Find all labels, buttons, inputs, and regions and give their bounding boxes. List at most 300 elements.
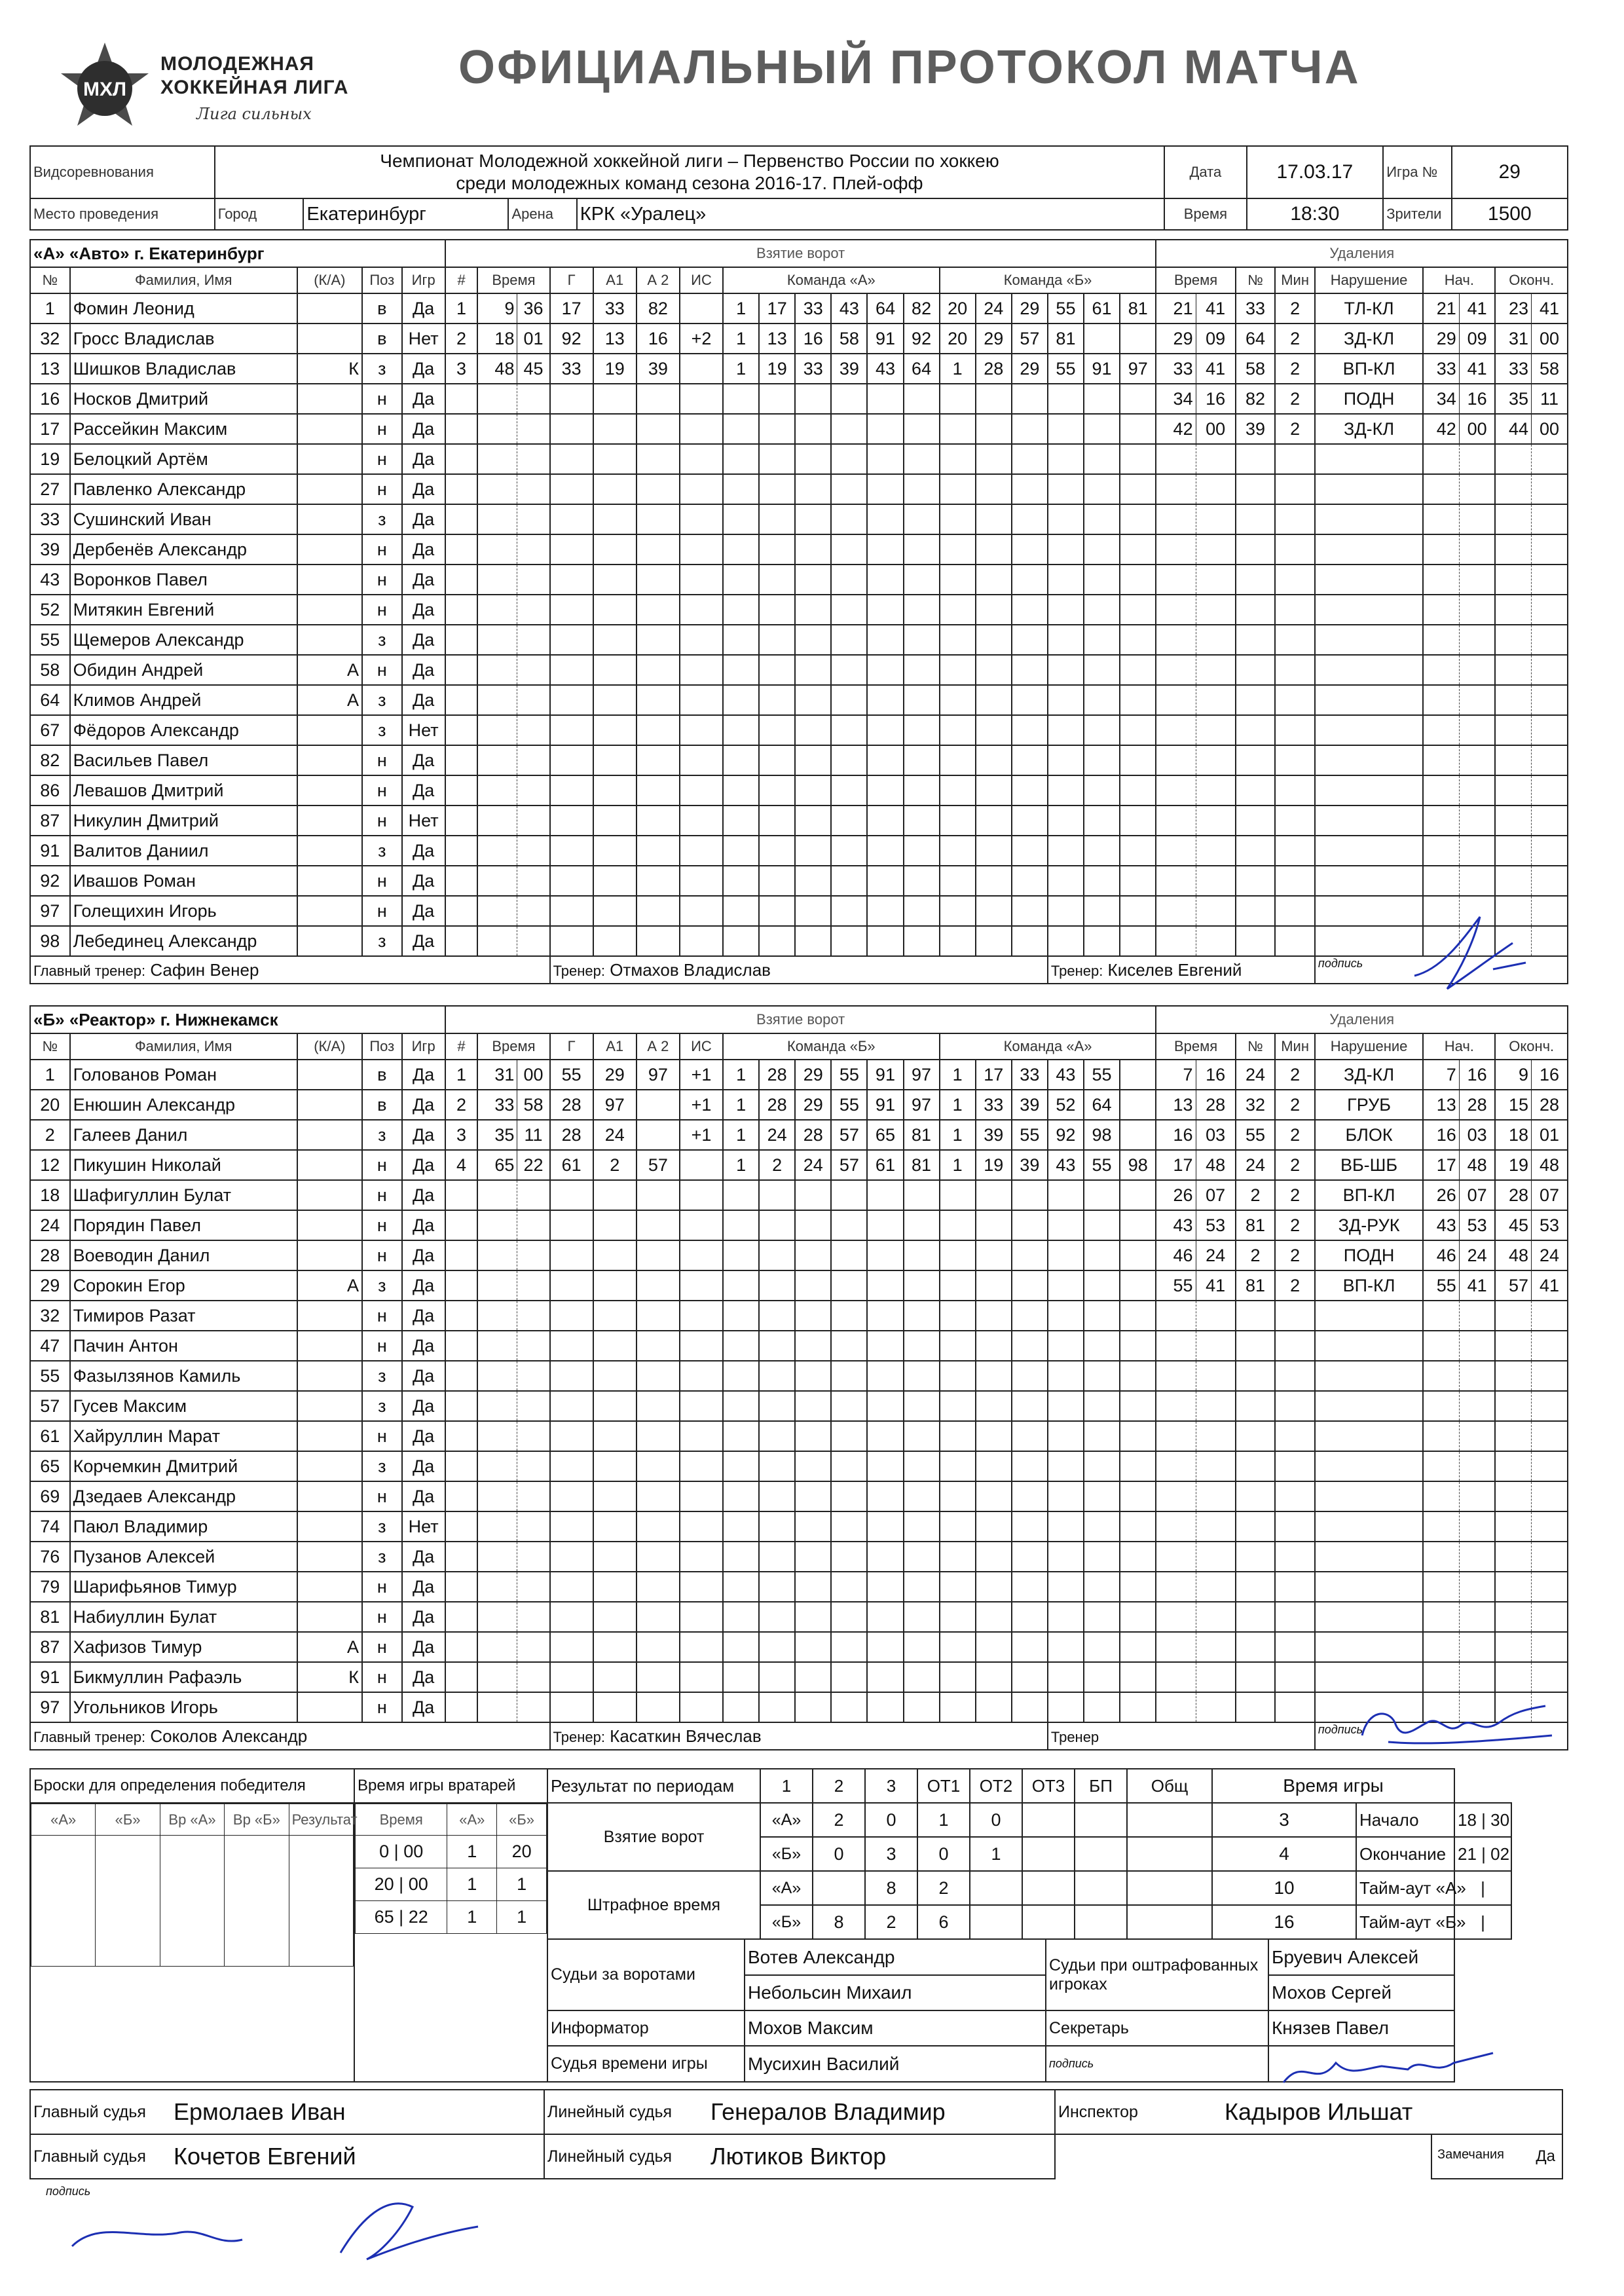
minus-player [1120, 324, 1156, 354]
table-row [30, 1662, 1568, 1692]
table-row [30, 775, 1568, 805]
logo-text: МХЛ [83, 79, 127, 100]
player-name: Сушинский Иван [70, 504, 297, 534]
coach [550, 956, 1048, 984]
player-role [297, 293, 362, 324]
shootout-col: Вр «А» [160, 1804, 224, 1836]
table-row [30, 324, 1568, 354]
table-row [30, 595, 1568, 625]
penalty-end-sec: 24 [1531, 1240, 1568, 1270]
table-row [30, 565, 1568, 595]
player-number: 81 [30, 1602, 70, 1632]
player-position: н [362, 1602, 402, 1632]
goal-minute: 18 [477, 324, 517, 354]
player-played: Да [402, 655, 445, 685]
head-coach [30, 1722, 550, 1750]
plus-player: 33 [795, 354, 831, 384]
secretary: Князев Павел [1268, 2010, 1454, 2046]
player-position: н [362, 1632, 402, 1662]
table-row [30, 414, 1568, 444]
player-played: Да [402, 293, 445, 324]
player-position: з [362, 1391, 402, 1421]
minus-player: 57 [1012, 324, 1048, 354]
player-position: в [362, 1090, 402, 1120]
minus-player: 92 [1048, 1120, 1084, 1150]
plus-player: 61 [867, 1150, 903, 1180]
player-played: Да [402, 1662, 445, 1692]
player-played: Да [402, 1120, 445, 1150]
goal-number: 3 [445, 1120, 478, 1150]
player-position: з [362, 625, 402, 655]
player-played: Нет [402, 324, 445, 354]
player-position: з [362, 926, 402, 956]
goalie-time-rows [355, 1804, 547, 1934]
table-row [30, 836, 1568, 866]
goal-is: +1 [680, 1060, 723, 1090]
linesman-name: Лютиков Виктор [708, 2134, 1055, 2179]
minus-player [1120, 1090, 1156, 1120]
shootout-col: «Б» [96, 1804, 160, 1836]
player-number: 13 [30, 354, 70, 384]
player-role [297, 625, 362, 655]
player-name: Паюл Владимир [70, 1511, 297, 1542]
goal-g: 33 [550, 354, 593, 384]
remarks-box [1431, 2134, 1562, 2179]
goal-number: 3 [445, 354, 478, 384]
penalty-start-min: 43 [1423, 1210, 1459, 1240]
linesman-label: Линейный судья [544, 2090, 708, 2134]
penalty-start-sec: 41 [1459, 354, 1495, 384]
penalty-violation: ВП-КЛ [1315, 1270, 1423, 1301]
goalie-row: 0 | 00 1 20 [356, 1836, 547, 1868]
head-coach-label: Главный тренер: [33, 962, 146, 979]
player-name: Голещихин Игорь [70, 896, 297, 926]
penalty-second: 16 [1196, 1060, 1236, 1090]
player-position: н [362, 595, 402, 625]
column-header: Оконч. [1495, 1033, 1568, 1060]
player-position: н [362, 655, 402, 685]
player-role [297, 324, 362, 354]
minus-player [1084, 324, 1120, 354]
table-row [30, 1301, 1568, 1331]
table-row [30, 1331, 1568, 1361]
player-number: 91 [30, 836, 70, 866]
goals-title: Взятие ворот [445, 1006, 1156, 1033]
table-row [30, 1421, 1568, 1451]
penalty-minutes: 2 [1275, 1150, 1315, 1180]
table-row [30, 534, 1568, 565]
player-played: Да [402, 745, 445, 775]
page-title: ОФИЦИАЛЬНЫЙ ПРОТОКОЛ МАТЧА [458, 41, 1361, 94]
brand-slogan: Лига сильных [196, 105, 312, 123]
timeout-b-label: Тайм-аут «Б» [1356, 1905, 1454, 1939]
penalty-start-min: 26 [1423, 1180, 1459, 1210]
penalty-end-min: 23 [1495, 293, 1531, 324]
penalty-end-min: 35 [1495, 384, 1531, 414]
player-number: 32 [30, 1301, 70, 1331]
goal-a1: 29 [593, 1060, 637, 1090]
player-played: Да [402, 866, 445, 896]
penalty-violation: ВП-КЛ [1315, 1180, 1423, 1210]
player-role [297, 1421, 362, 1451]
goal-minute: 48 [477, 354, 517, 384]
player-name: Носков Дмитрий [70, 384, 297, 414]
penalty-minute: 33 [1156, 354, 1196, 384]
minus-player: 33 [976, 1090, 1012, 1120]
player-number: 82 [30, 745, 70, 775]
goalie-col: «А» [447, 1804, 497, 1836]
summary-table: Броски для определения победителя Время игры вратарей Результат по периодам 1 2 3 ОТ1 ОТ2 ОТ3 БП Общ Время игры «А» «Б» Вр «А» Вр «Б» Результат Время «А» «Б» 0 | 00 1 20 20 | 00 1 1 65 | 22 1 1 Взятие ворот «А» 2 0 1 0 3 Начало 18 | 30 «Б» 0 3 0 1 4 Окончание 21 | 02 Штрафное время «А» 8 2 10 Тайм-аут «А» | «Б» 8 2 6 16 Тайм-аут «Б» | Судьи за воротами Вотев Александр Судьи при оштрафованных игроках Бруевич Алексей Небольсин Михаил Мохов Сергей Информатор Мохов Максим Секретарь Князев Павел Судья времени игры Мусихин Василий подпись [29, 1768, 1568, 2083]
player-number: 1 [30, 1060, 70, 1090]
penalty-start-sec: 48 [1459, 1150, 1495, 1180]
player-number: 20 [30, 1090, 70, 1120]
player-name: Порядин Павел [70, 1210, 297, 1240]
penalty-start-min: 21 [1423, 293, 1459, 324]
shootout-grid [30, 1803, 358, 2082]
table-row [30, 1361, 1568, 1391]
column-header: Поз [362, 1033, 402, 1060]
table-row [30, 354, 1568, 384]
player-number: 29 [30, 1270, 70, 1301]
penalty-minute: 21 [1156, 293, 1196, 324]
penalty-end-min: 44 [1495, 414, 1531, 444]
minus-player: 81 [1048, 324, 1084, 354]
penalty-minute: 7 [1156, 1060, 1196, 1090]
plus-player: 17 [759, 293, 795, 324]
player-number: 65 [30, 1451, 70, 1481]
penalty-end-sec: 41 [1532, 293, 1568, 324]
minus-player: 1 [940, 1060, 976, 1090]
period-col: 3 [865, 1769, 917, 1803]
player-name: Павленко Александр [70, 474, 297, 504]
player-number: 28 [30, 1240, 70, 1270]
player-role [297, 1361, 362, 1391]
team-a-section [29, 239, 1568, 984]
column-header: Время [477, 1033, 549, 1060]
penalty-start-sec: 07 [1459, 1180, 1495, 1210]
coach-label: Тренер: [1050, 962, 1103, 979]
minus-player: 39 [1012, 1150, 1048, 1180]
goal-judges-label: Судьи за воротами [548, 1940, 745, 2010]
goal-a2: 82 [637, 293, 680, 324]
player-position: н [362, 866, 402, 896]
coach-name: Киселев Евгений [1107, 959, 1242, 980]
penalty-minute: 55 [1156, 1270, 1196, 1301]
goal-minute: 35 [477, 1120, 517, 1150]
player-played: Да [402, 1421, 445, 1451]
penalty-end-min: 15 [1495, 1090, 1531, 1120]
plus-player: 1 [723, 1150, 759, 1180]
player-role [297, 504, 362, 534]
table-row [30, 1210, 1568, 1240]
signature-referees [59, 2181, 517, 2266]
player-position: н [362, 805, 402, 836]
plus-player: 64 [904, 354, 940, 384]
player-played: Да [402, 565, 445, 595]
penalty-player: 64 [1236, 324, 1276, 354]
penalties-title: Удаления [1156, 240, 1568, 267]
player-position: з [362, 715, 402, 745]
player-name: Рассейкин Максим [70, 414, 297, 444]
player-role: А [297, 1632, 362, 1662]
plus-player: 92 [904, 324, 940, 354]
player-played: Да [402, 354, 445, 384]
table-row [30, 1451, 1568, 1481]
goal-g: 55 [550, 1060, 593, 1090]
penalty-second: 24 [1196, 1240, 1236, 1270]
penalty-start-sec: 24 [1459, 1240, 1495, 1270]
penalty-second: 16 [1196, 384, 1236, 414]
competition-name [215, 146, 1165, 198]
player-played: Да [402, 1692, 445, 1722]
minus-player: 55 [1048, 354, 1084, 384]
player-name: Пузанов Алексей [70, 1542, 297, 1572]
player-position: н [362, 1210, 402, 1240]
player-position: н [362, 1572, 402, 1602]
plus-player: 43 [867, 354, 903, 384]
column-header: № [1236, 267, 1276, 293]
penalty-minute: 17 [1156, 1150, 1196, 1180]
coach-name: Касаткин Вячеслав [610, 1726, 762, 1746]
player-played: Да [402, 504, 445, 534]
minus-player: 28 [976, 354, 1012, 384]
summary-section [29, 1768, 1568, 2083]
penalty-minutes: 2 [1275, 1210, 1315, 1240]
player-played: Да [402, 1632, 445, 1662]
end-label: Окончание [1356, 1837, 1454, 1871]
plus-player: 55 [831, 1090, 867, 1120]
player-number: 43 [30, 565, 70, 595]
penalty-minutes: 2 [1275, 1180, 1315, 1210]
penalty-start-sec: 03 [1459, 1120, 1495, 1150]
penalty-violation: ГРУБ [1315, 1090, 1423, 1120]
referee-label: Главный судья [30, 2134, 171, 2179]
goal-a2 [637, 1090, 680, 1120]
player-played: Да [402, 1391, 445, 1421]
penalty-start-min: 34 [1423, 384, 1459, 414]
player-number: 39 [30, 534, 70, 565]
minus-player: 29 [1012, 293, 1048, 324]
plus-player: 91 [867, 1060, 903, 1090]
player-position: н [362, 1692, 402, 1722]
penalty-player: 24 [1236, 1150, 1276, 1180]
plus-player: 91 [867, 324, 903, 354]
penalty-violation: ЗД-КЛ [1315, 414, 1423, 444]
penalty-minute: 42 [1156, 414, 1196, 444]
goal-a1: 24 [593, 1120, 637, 1150]
penalty-minute: 34 [1156, 384, 1196, 414]
penalty-player: 81 [1236, 1210, 1276, 1240]
player-role [297, 1391, 362, 1421]
penalty-start-min: 13 [1423, 1090, 1459, 1120]
player-role: А [297, 1270, 362, 1301]
signature-team-a [1401, 904, 1532, 1002]
coach-label: Тренер: [553, 962, 605, 979]
period-col: ОТ1 [917, 1769, 970, 1803]
player-name: Обидин Андрей [70, 655, 297, 685]
column-header: (К/А) [297, 1033, 362, 1060]
penalty-end-sec: 01 [1531, 1120, 1568, 1150]
penalty-violation: ВП-КЛ [1315, 354, 1423, 384]
sign-label: подпись [46, 2185, 91, 2198]
player-played: Да [402, 595, 445, 625]
player-role [297, 745, 362, 775]
penalty-player: 2 [1236, 1180, 1276, 1210]
column-header: № [1236, 1033, 1276, 1060]
penalty-start-min: 33 [1423, 354, 1459, 384]
goal-g: 92 [550, 324, 593, 354]
player-number: 58 [30, 655, 70, 685]
minus-player: 97 [1120, 354, 1156, 384]
table-row [30, 1090, 1568, 1120]
player-played: Да [402, 474, 445, 504]
player-played: Да [402, 1451, 445, 1481]
player-role [297, 1240, 362, 1270]
head-coach-name: Сафин Венер [150, 959, 259, 980]
player-name: Васильев Павел [70, 745, 297, 775]
player-played: Да [402, 414, 445, 444]
spectators-label: Зрители [1383, 198, 1451, 230]
player-played: Да [402, 1060, 445, 1090]
player-position: з [362, 1120, 402, 1150]
minus-player: 33 [1012, 1060, 1048, 1090]
sign-label: подпись [1315, 1722, 1568, 1750]
player-role: А [297, 655, 362, 685]
brand-name [160, 52, 348, 100]
player-name: Шишков Владислав [70, 354, 297, 384]
game-number-value: 29 [1452, 146, 1568, 198]
penalty-player: 55 [1236, 1120, 1276, 1150]
table-row [30, 805, 1568, 836]
player-number: 97 [30, 1692, 70, 1722]
player-role [297, 926, 362, 956]
goal-a2: 39 [637, 354, 680, 384]
minus-player: 17 [976, 1060, 1012, 1090]
shootout-cols [31, 1804, 358, 1967]
player-number: 16 [30, 384, 70, 414]
penalty-violation: ЗД-РУК [1315, 1210, 1423, 1240]
table-row [30, 1632, 1568, 1662]
column-header: А 2 [637, 1033, 680, 1060]
player-role [297, 414, 362, 444]
inspector-name: Кадыров Ильшат [1222, 2090, 1562, 2134]
column-header: Фамилия, Имя [70, 1033, 297, 1060]
penalty-second: 41 [1196, 1270, 1236, 1301]
penalty-second: 09 [1196, 324, 1236, 354]
period-col: БП [1075, 1769, 1127, 1803]
player-number: 12 [30, 1150, 70, 1180]
penalty-violation: ТЛ-КЛ [1315, 293, 1423, 324]
minus-player: 55 [1084, 1060, 1120, 1090]
shootout-col: Результат [289, 1804, 353, 1836]
player-number: 33 [30, 504, 70, 534]
venue-label: Место проведения [30, 198, 215, 230]
player-name: Климов Андрей [70, 685, 297, 715]
goal-number: 1 [445, 1060, 478, 1090]
plus-player: 1 [723, 1120, 759, 1150]
player-position: н [362, 775, 402, 805]
minus-player: 43 [1048, 1150, 1084, 1180]
mhl-logo [56, 39, 154, 138]
time-value: 18:30 [1247, 198, 1384, 230]
table-row [30, 293, 1568, 324]
player-name: Хафизов Тимур [70, 1632, 297, 1662]
sign-label: подпись [1315, 956, 1568, 984]
game-time-title: Время игры [1212, 1769, 1454, 1803]
minus-player: 64 [1084, 1090, 1120, 1120]
goals-title: Взятие ворот [445, 240, 1156, 267]
goal-second: 36 [517, 293, 550, 324]
table-row [30, 715, 1568, 745]
player-position: н [362, 1331, 402, 1361]
table-row [30, 444, 1568, 474]
competition-label: Видсоревнования [30, 146, 215, 198]
plus-player: 57 [831, 1150, 867, 1180]
player-name: Шарифьянов Тимур [70, 1572, 297, 1602]
secretary-label: Секретарь [1046, 2010, 1268, 2046]
penalty-start-min: 55 [1423, 1270, 1459, 1301]
player-played: Нет [402, 715, 445, 745]
minus-player [1120, 1060, 1156, 1090]
table-row [30, 1240, 1568, 1270]
competition-line2: среди молодежных команд сезона 2016-17. Плей-офф [456, 173, 923, 193]
player-number: 24 [30, 1210, 70, 1240]
goal-a1: 33 [593, 293, 637, 324]
table-row [30, 1692, 1568, 1722]
arena-label: Арена [508, 198, 576, 230]
player-role [297, 1451, 362, 1481]
player-number: 19 [30, 444, 70, 474]
goalie-time-grid [354, 1803, 547, 2082]
period-col: 2 [813, 1769, 865, 1803]
goal-is: +2 [680, 324, 723, 354]
penalty-end-min: 9 [1495, 1060, 1531, 1090]
column-header: Поз [362, 267, 402, 293]
player-played: Да [402, 1090, 445, 1120]
player-played: Да [402, 1270, 445, 1301]
column-header: А1 [593, 267, 637, 293]
plus-player: 91 [867, 1090, 903, 1120]
penalty-judge: Мохов Сергей [1268, 1975, 1454, 2010]
player-number: 55 [30, 1361, 70, 1391]
table-row [30, 1060, 1568, 1090]
penalty-minutes: 2 [1275, 1090, 1315, 1120]
referee-name: Ермолаев Иван [171, 2090, 544, 2134]
goal-judge: Вотев Александр [745, 1940, 1046, 1975]
player-position: н [362, 1301, 402, 1331]
player-played: Да [402, 1572, 445, 1602]
goal-is: +1 [680, 1120, 723, 1150]
player-position: з [362, 504, 402, 534]
coach [550, 1722, 1048, 1750]
player-position: з [362, 1511, 402, 1542]
player-name: Валитов Даниил [70, 836, 297, 866]
penalty-start-sec: 53 [1459, 1210, 1495, 1240]
coach-label: Тренер [1050, 1728, 1099, 1745]
player-played: Да [402, 685, 445, 715]
player-number: 52 [30, 595, 70, 625]
table-row [30, 474, 1568, 504]
goal-a1: 2 [593, 1150, 637, 1180]
table-row [30, 1120, 1568, 1150]
player-name: Корчемкин Дмитрий [70, 1451, 297, 1481]
plus-player: 57 [831, 1120, 867, 1150]
minus-player: 29 [1012, 354, 1048, 384]
player-name: Дзедаев Александр [70, 1481, 297, 1511]
goal-second: 58 [517, 1090, 550, 1120]
player-role: К [297, 354, 362, 384]
minus-player: 61 [1084, 293, 1120, 324]
